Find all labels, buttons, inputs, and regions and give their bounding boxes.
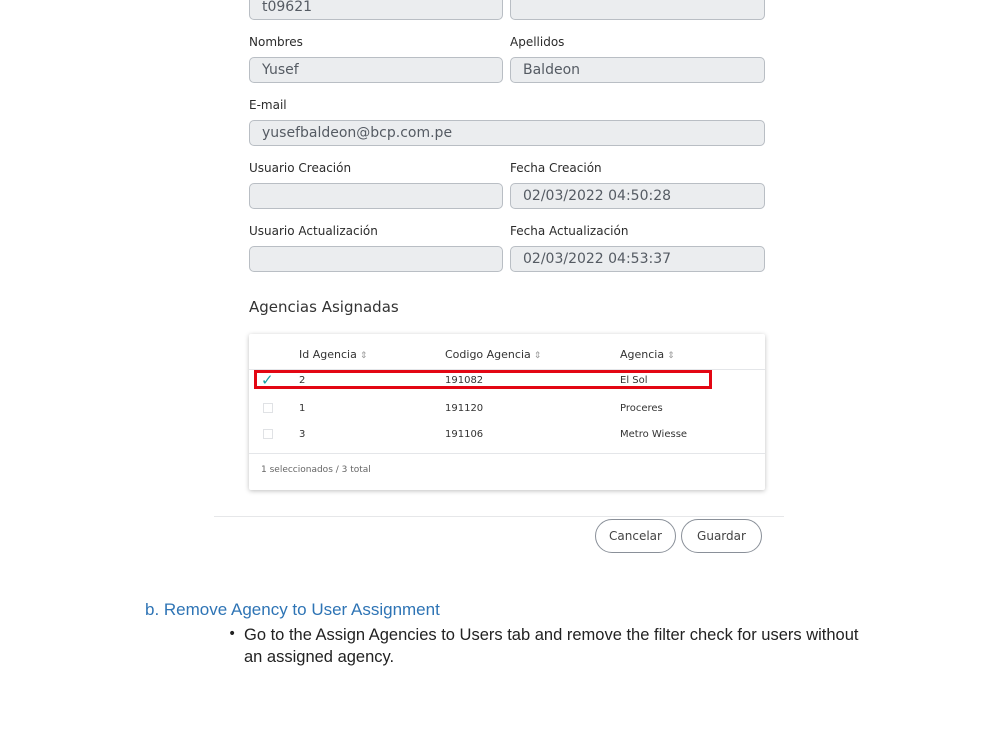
- row-id: 2: [299, 375, 306, 386]
- usuario-creacion-label: Usuario Creación: [249, 161, 352, 175]
- selection-highlight-box: [254, 370, 712, 389]
- row-id: 1: [299, 403, 306, 414]
- cancel-button[interactable]: Cancelar: [595, 519, 676, 553]
- row-id: 3: [299, 429, 306, 440]
- bullet-text: Go to the Assign Agencies to Users tab and remove the filter check for users without an assigned agency.: [244, 626, 859, 666]
- row-agencia: Proceres: [620, 403, 663, 414]
- row-codigo: 191120: [445, 403, 484, 414]
- row-agencia: Metro Wiesse: [620, 429, 688, 440]
- nombres-field[interactable]: Yusef: [249, 57, 503, 83]
- selection-count: 1 seleccionados / 3 total: [261, 465, 371, 475]
- top-right-field[interactable]: [510, 0, 765, 20]
- email-field[interactable]: yusefbaldeon@bcp.com.pe: [249, 120, 765, 146]
- fecha-actualizacion-label: Fecha Actualización: [510, 224, 629, 238]
- apellidos-field[interactable]: Baldeon: [510, 57, 765, 83]
- apellidos-label: Apellidos: [510, 35, 565, 49]
- fecha-creacion-field[interactable]: 02/03/2022 04:50:28: [510, 183, 765, 209]
- col-id-agencia[interactable]: Id Agencia ⇕: [299, 348, 368, 361]
- checkmark-icon[interactable]: ✓: [261, 371, 274, 389]
- nombres-label: Nombres: [249, 35, 303, 49]
- col-codigo-agencia[interactable]: Codigo Agencia ⇕: [445, 348, 542, 361]
- footer-divider: [249, 453, 765, 454]
- bullet-icon: •: [228, 626, 237, 642]
- row-codigo: 191106: [445, 429, 484, 440]
- agencias-table: [249, 334, 765, 490]
- user-code-field[interactable]: t09621: [249, 0, 503, 20]
- row-codigo: 191082: [445, 375, 484, 386]
- usuario-actualizacion-label: Usuario Actualización: [249, 224, 378, 238]
- table-row[interactable]: [249, 397, 765, 423]
- save-button[interactable]: Guardar: [681, 519, 762, 553]
- usuario-creacion-field[interactable]: [249, 183, 503, 209]
- row-checkbox[interactable]: [263, 429, 273, 439]
- row-agencia: El Sol: [620, 375, 648, 386]
- sort-icon: ⇕: [533, 351, 542, 361]
- row-checkbox[interactable]: [263, 403, 273, 413]
- section-heading: b. Remove Agency to User Assignment: [145, 600, 440, 619]
- sort-icon: ⇕: [359, 351, 368, 361]
- sort-icon: ⇕: [667, 351, 675, 361]
- fecha-actualizacion-field[interactable]: 02/03/2022 04:53:37: [510, 246, 765, 272]
- agencias-title: Agencias Asignadas: [249, 298, 399, 316]
- usuario-actualizacion-field[interactable]: [249, 246, 503, 272]
- fecha-creacion-label: Fecha Creación: [510, 161, 602, 175]
- actions-divider: [214, 516, 784, 517]
- col-agencia[interactable]: Agencia ⇕: [620, 348, 675, 361]
- email-label: E-mail: [249, 98, 287, 112]
- table-row[interactable]: [249, 423, 765, 449]
